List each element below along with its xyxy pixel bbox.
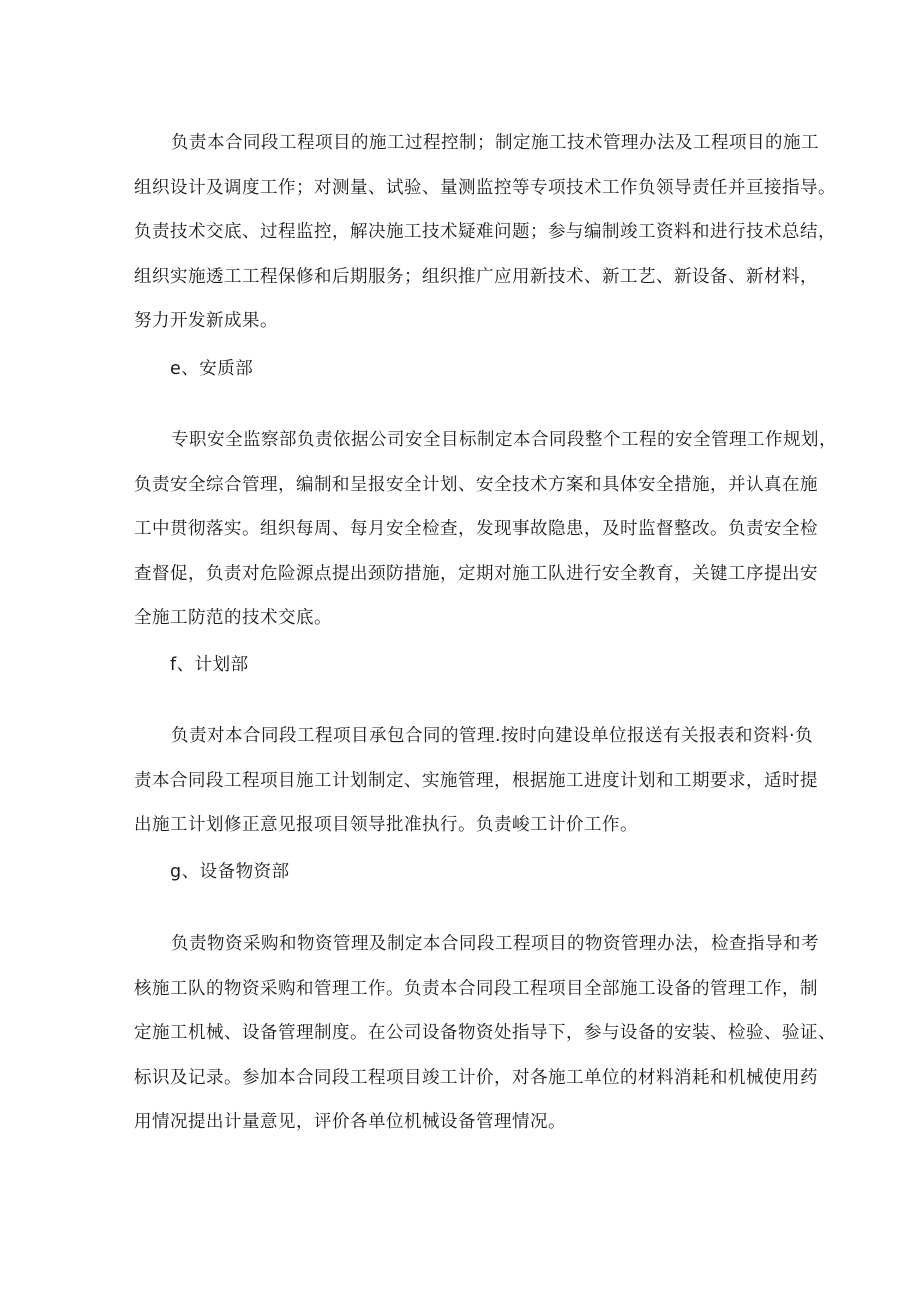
section-d-paragraph [134, 121, 836, 344]
paragraph-line: 全施工防范的技术交底。 [134, 608, 332, 628]
section-g-heading: g、设备物资部 [170, 862, 290, 882]
section-g-paragraph [134, 922, 836, 1145]
paragraph-line: 负责本合同段工程项目的施工过程控制；制定施工技术管理办法及工程项目的施工 [171, 133, 819, 153]
paragraph-line: 努力开发新成果。 [134, 311, 278, 331]
paragraph-line: 标识及记录。参加本合同段工程项目竣工计价，对各施工单位的材料消耗和机械使用药 [134, 1067, 818, 1088]
paragraph-line: 负责对本合同段工程项目承包合同的管理.按时向建设单位报送有关报表和资料·负 [171, 726, 814, 746]
paragraph-line: 工中贯彻落实。组织每周、每月安全检查，发现事故隐患，及时监督整改。负责安全检 [134, 519, 818, 539]
paragraph-line: 负责技术交底、过程监控，解决施工技术疑难问题；参与编制竣工资料和进行技术总结， [134, 222, 836, 242]
paragraph-line: 定施工机械、设备管理制度。在公司设备物资处指导下，参与设备的安装、检验、验证、 [134, 1023, 836, 1043]
section-e-heading: e、安质部 [170, 359, 254, 379]
paragraph-line: 出施工计划修正意见报项目领导批准执行。负责峻工计价工作。 [134, 815, 638, 835]
paragraph-line: 负责物资采购和物资管理及制定本合同段工程项目的物资管理办法，检查指导和考 [171, 934, 819, 954]
paragraph-line: 核施工队的物资采购和管理工作。负责本合同段工程项目全部施工设备的管理工作，制 [134, 978, 818, 999]
paragraph-line: 责本合同段工程项目施工计划制定、实施管理，根据施工进度计划和工期要求，适时提 [134, 770, 818, 791]
paragraph-line: 专职安全监察部负责依据公司安全目标制定本合同段整个工程的安全管理工作规划， [171, 430, 837, 450]
section-f-heading: f、计划部 [170, 655, 249, 675]
section-f-paragraph [134, 714, 818, 848]
paragraph-line: 查督促，负责对危险源点提出颈防措施，定期对施工队进行安全教育，关键工序提出安 [134, 563, 818, 584]
section-e-paragraph [134, 418, 837, 641]
paragraph-line: 负责安全综合管理，编制和呈报安全计划、安全技术方案和具体安全措施，并认真在施 [134, 474, 818, 495]
paragraph-line: 用情况提出计量意见，评价各单位机械设备管理情况。 [134, 1112, 566, 1132]
paragraph-line: 组织实施透工工程保修和后期服务；组织推广应用新技术、新工艺、新设备、新材料， [134, 266, 818, 287]
paragraph-line: 组织设计及调度工作；对测量、试验、量测监控等专项技术工作负领导责任并亘接指导。 [134, 177, 836, 198]
